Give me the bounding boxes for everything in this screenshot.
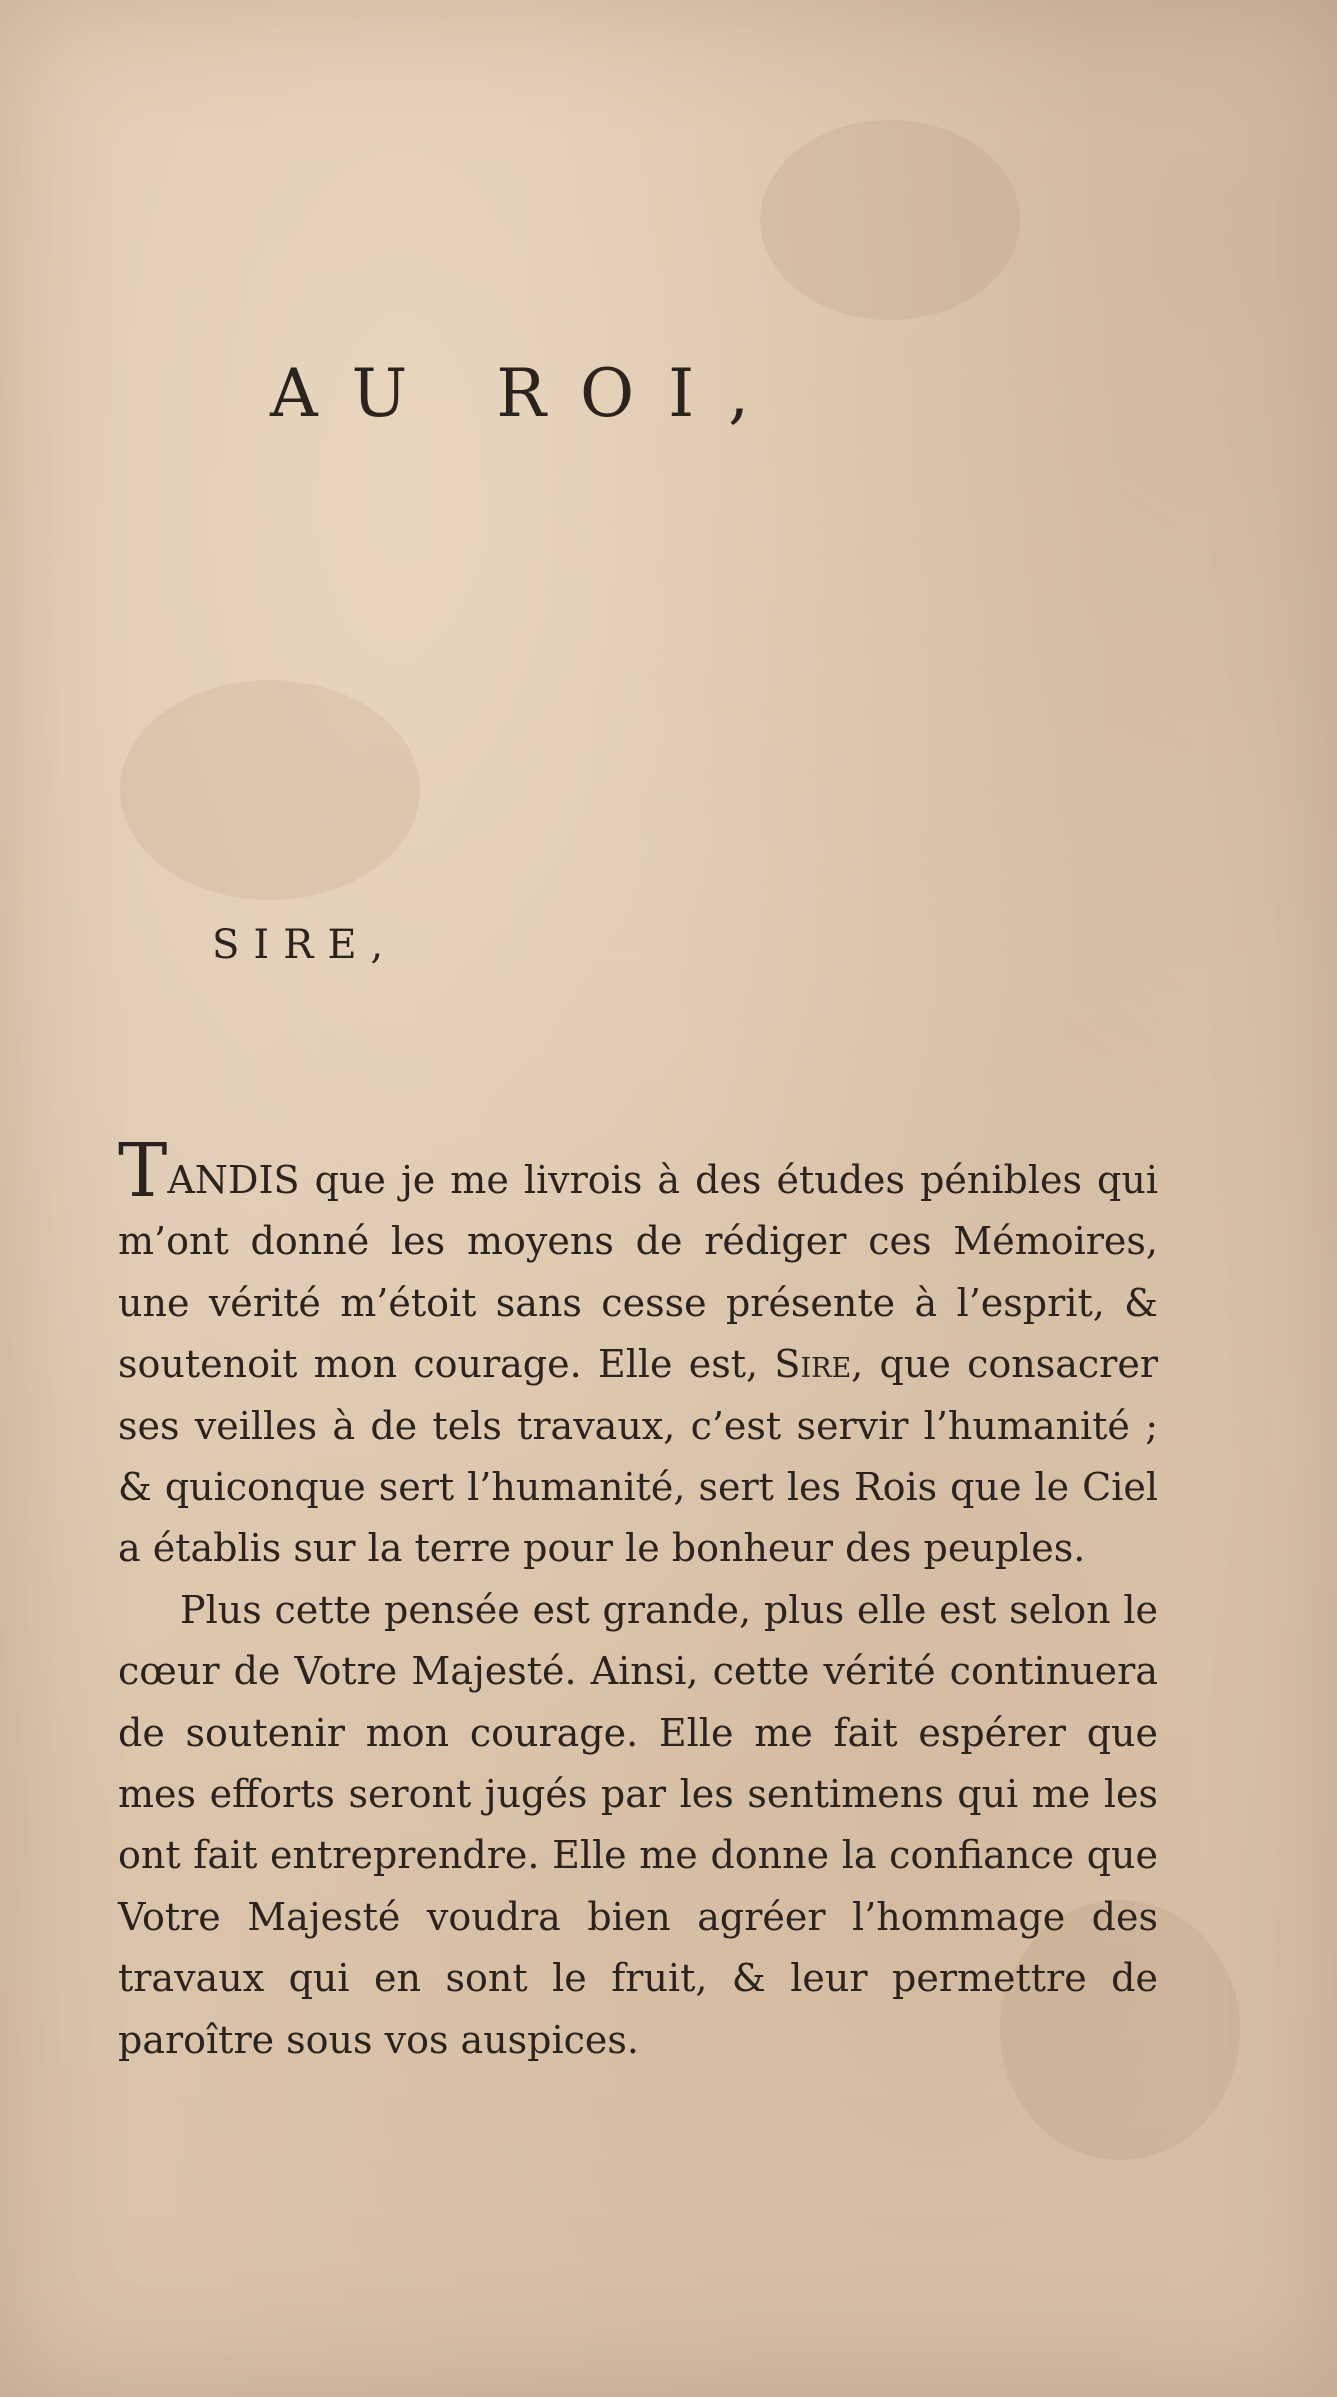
dedication-heading: AU ROI, [270,355,784,432]
paragraph-2: Plus cette pensée est grande, plus elle est selon le cœur de Votre Majesté. Ainsi, cette vérité continuera de soutenir mon courage. Elle me fait espérer que mes efforts seront jugés par les sentimens qui me les ont fait entreprendre. Elle me donne la confiance que Votre Majesté voudra bien agréer l’hommage des travaux qui en sont le fruit, & leur permettre de paroître sous vos auspices. [118,1587,1158,2062]
opening-word: ANDIS [167,1158,300,1202]
drop-cap: T [118,1128,168,1214]
paragraph-1 [118,1128,1158,1580]
sire-small-caps: Sire [774,1342,852,1387]
paragraph-1-text-b: , que consacrer ses veilles à de tels travaux, c’est servir l’humanité ; & quiconque sert l’humanité, sert les Rois que le Ciel a établis sur la terre pour le bonheur des peuples. [118,1342,1158,1571]
salutation: SIRE, [212,922,398,968]
paragraph-1-text-a: que je me livrois à des études pénibles qui m’ont donné les moyens de rédiger ces Mémoires, une vérité m’étoit sans cesse présente à l’esprit, & soutenoit mon courage. Elle est, [118,1158,1158,1387]
paper-stain [120,680,420,900]
paper-stain [760,120,1020,320]
dedication-body [118,1128,1158,2071]
